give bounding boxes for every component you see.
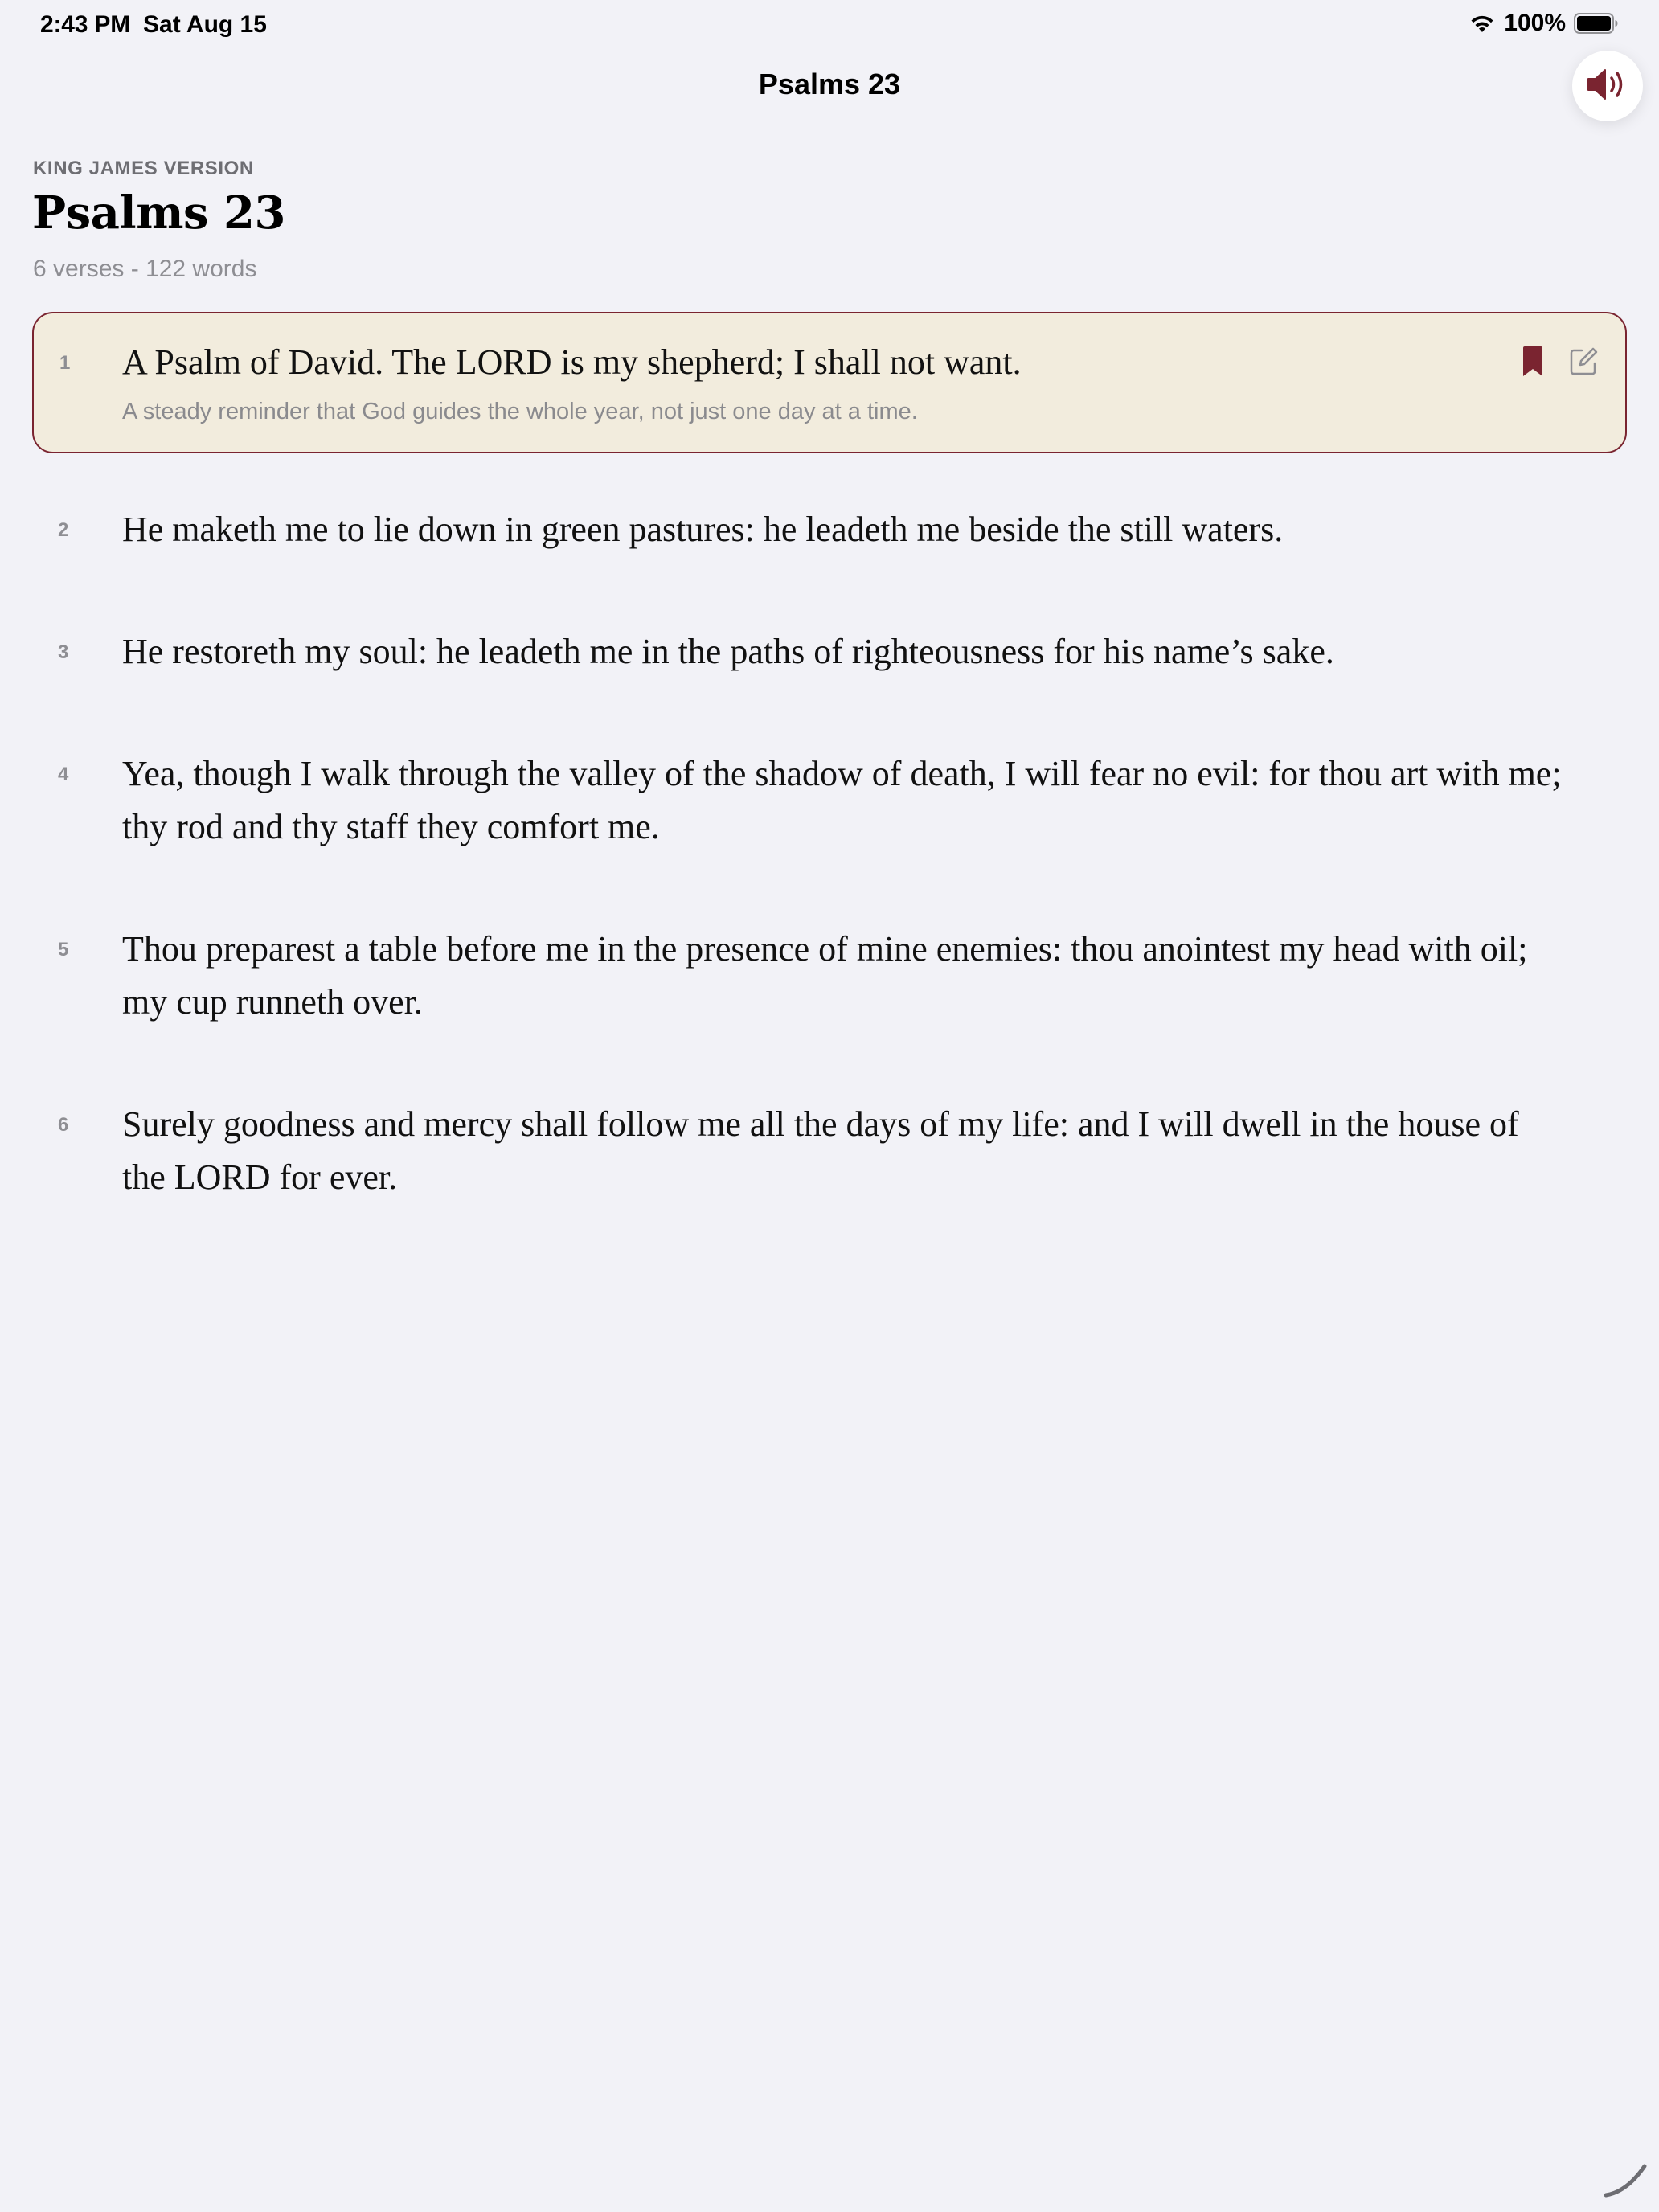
battery-icon <box>1574 13 1619 34</box>
verse-row-1[interactable] <box>32 312 1627 453</box>
status-time: 2:43 PM <box>40 11 130 38</box>
verse-row-2[interactable] <box>32 498 1627 563</box>
nav-title: Psalms 23 <box>758 68 901 100</box>
chapter-stats: 6 verses - 122 words <box>33 256 257 282</box>
verse-text[interactable]: Yea, though I walk through the valley of the shadow of death, I will fear no evil: for thou art with me; thy rod and thy staff they comfort me. <box>122 754 1562 846</box>
bookmark-icon[interactable] <box>1521 346 1545 382</box>
verse-row-4[interactable] <box>32 743 1627 855</box>
status-indicators <box>1469 10 1619 37</box>
verse-text[interactable]: He restoreth my soul: he leadeth me in the paths of righteousness for his name’s sake. <box>122 632 1334 671</box>
verse-note[interactable]: A steady reminder that God guides the whole year, not just one day at a time. <box>122 399 918 424</box>
pencil-hover-indicator <box>1603 2160 1651 2204</box>
verse-text[interactable]: Thou preparest a table before me in the presence of mine enemies: thou anointest my head with oil; my cup runneth over. <box>122 929 1528 1022</box>
listen-button[interactable] <box>1572 51 1643 121</box>
battery-percentage: 100% <box>1504 10 1566 36</box>
verse-number: 1 <box>59 352 71 374</box>
verse-text[interactable]: Surely goodness and mercy shall follow me all the days of my life: and I will dwell in the house of the LORD for ever. <box>122 1104 1519 1197</box>
verse-text[interactable]: A Psalm of David. The LORD is my shepherd; I shall not want. <box>122 342 1022 382</box>
wifi-icon <box>1469 13 1496 34</box>
verse-number: 6 <box>58 1114 69 1136</box>
verse-number: 2 <box>58 519 69 541</box>
bible-version-label: KING JAMES VERSION <box>33 158 254 179</box>
verse-number: 4 <box>58 764 69 785</box>
page-title: Psalms 23 <box>32 186 285 240</box>
verse-row-3[interactable] <box>32 621 1627 685</box>
verse-number: 5 <box>58 939 69 961</box>
edit-note-icon[interactable] <box>1567 346 1600 382</box>
verse-text[interactable]: He maketh me to lie down in green pastures: he leadeth me beside the still waters. <box>122 510 1284 549</box>
speaker-wave-icon <box>1585 65 1630 108</box>
status-date: Sat Aug 15 <box>143 11 267 38</box>
verse-number: 3 <box>58 641 69 663</box>
verse-row-6[interactable] <box>32 1093 1627 1206</box>
verse-row-5[interactable] <box>32 918 1627 1030</box>
status-bar <box>0 0 1659 51</box>
